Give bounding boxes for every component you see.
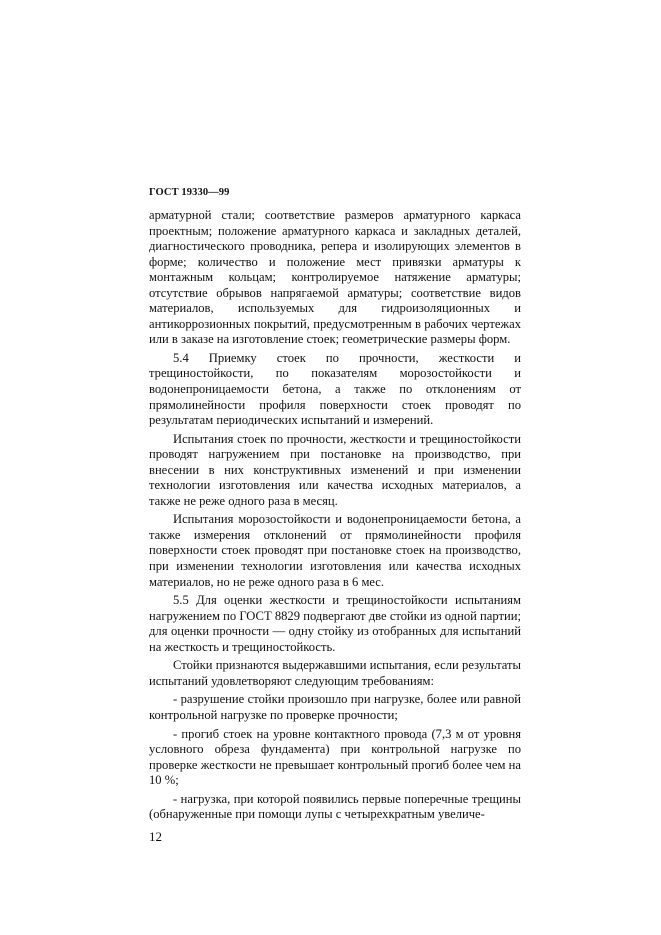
page-number: 12 xyxy=(149,828,162,844)
paragraph-5-5: 5.5 Для оценки жесткости и трещиностойкости испытаниям нагружением по ГОСТ 8829 подвергают две стойки из одной партии; для оценки прочности — одну стойку из отобранных для испытаний на жесткость и трещиностойкость. xyxy=(149,593,521,654)
list-item-load-cracks: - нагрузка, при которой появились первые поперечные трещины (обнаруженные при помощи лупы с четырехкратным увеличе- xyxy=(149,791,521,822)
paragraph-frost-tests: Испытания морозостойкости и водонепроницаемости бетона, а также измерения отклонений от прямолинейности профиля поверхности стоек проводят при постановке стоек на производство, при изменении технологии изготовления или качества исходных материалов, но не реже одного раза в 6 мес. xyxy=(149,512,521,589)
paragraph-strength-tests: Испытания стоек по прочности, жесткости и трещиностойкости проводят нагружением при постановке на производство, при внесении в них конструктивных изменений и при изменении технологии изготовления или качества исходных материалов, а также не реже одного раза в месяц. xyxy=(149,431,521,508)
list-item-deflection: - прогиб стоек на уровне контактного провода (7,3 м от уровня условного обреза фундамента) при контрольной нагрузке по проверке жесткости не превышает контрольный прогиб более чем на 10 %; xyxy=(149,726,521,788)
paragraph-continuation: арматурной стали; соответствие размеров арматурного каркаса проектным; положение арматурного каркаса и закладных деталей, диагностического проводника, репера и изолирующих элементов в форме; количество и положение мест привязки арматуры к монтажным кольцам; контролируемое натяжение арматуры; отсутствие обрывов напрягаемой арматуры; соответствие видов материалов, используемых для гидроизоляционных и антикоррозионных покрытий, предусмотренным в рабочих чертежах или в заказе на изготовление стоек; геометрические размеры форм. xyxy=(149,208,521,347)
paragraph-acceptance: Стойки признаются выдержавшими испытания, если результаты испытаний удовлетворяют следующим требованиям: xyxy=(149,658,521,688)
list-item-destruction: - разрушение стойки произошло при нагрузке, более или равной контрольной нагрузке по проверке прочности; xyxy=(149,692,521,722)
document-header: ГОСТ 19330—99 xyxy=(149,187,230,198)
paragraph-5-4: 5.4 Приемку стоек по прочности, жесткости и трещиностойкости, по показателям морозостойкости и водонепроницаемости бетона, а также по отклонениям от прямолинейности профиля поверхности стоек проводят по результатам периодических испытаний и измерений. xyxy=(149,350,521,428)
document-body xyxy=(149,208,521,823)
document-page xyxy=(149,186,521,844)
